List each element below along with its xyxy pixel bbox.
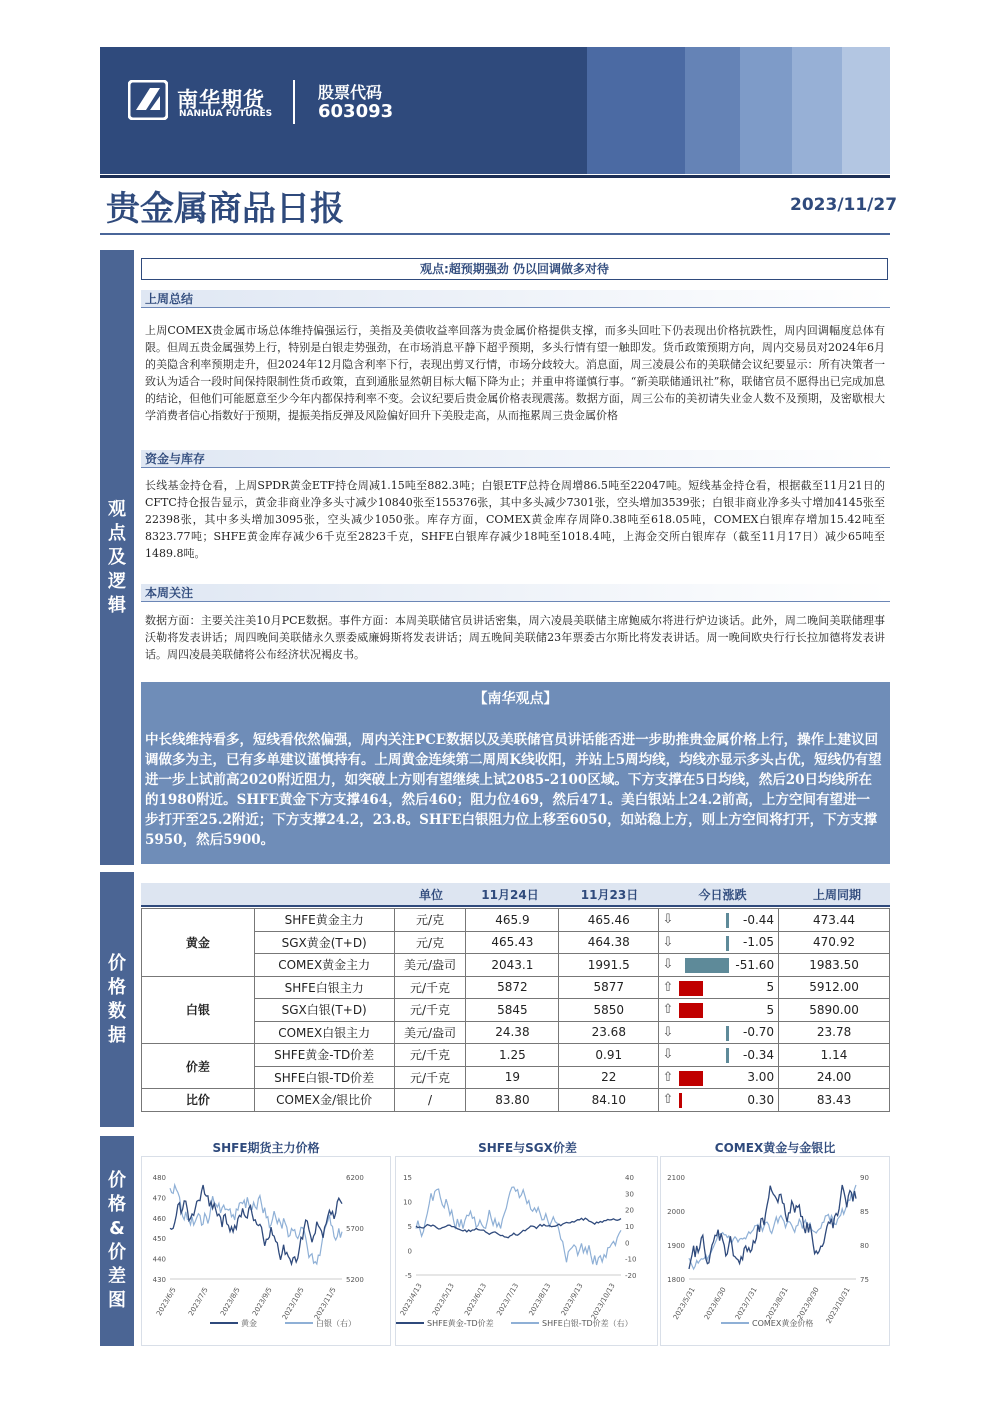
table-row	[142, 1044, 890, 1067]
y-left-tick-label: 15	[403, 1174, 412, 1182]
x-tick-label: 2023/7/31	[733, 1286, 759, 1322]
series-line-gold-spread	[416, 1218, 621, 1238]
value-last-week: 23.78	[779, 1021, 890, 1044]
header-divider	[293, 80, 295, 124]
section-text-funds-inventory: 长线基金持仓看，上周SPDR黄金ETF持仓周减1.15吨至882.3吨；白银ETF总持仓周增86.5吨至22047吨。短线基金持仓看，根据截至11月21日的CFTC持仓报告显示，黄金非商业净多头寸减少10840张至155376张，其中多头减少7301张，空头增加3539张；白银非商业净多头寸增加4145张至22398张，其中多头增加3095张，空头减少1050张。库存方面，COMEX黄金库存周降0.38吨至618.05吨，COMEX白银库存增加15.42吨至8323.77吨；SHFE黄金库存减少6千克至2823千克，SHFE白银库存减少18吨至1018.4吨，上海金交所白银库存（截至11月17日）减少65吨至1489.8吨。	[145, 479, 885, 560]
value-last-week: 83.43	[779, 1089, 890, 1112]
y-left-tick-label: 5	[407, 1223, 412, 1231]
chart-comex-gold-ratio	[660, 1156, 890, 1346]
change-bar	[726, 936, 729, 951]
change-value: 5	[766, 1002, 775, 1017]
stock-code-label: 股票代码	[318, 83, 383, 102]
col-header-last-week: 上周同期	[812, 888, 861, 902]
unit-cell: 元/克	[394, 909, 466, 932]
y-left-tick-label: 470	[152, 1194, 166, 1203]
value-nov23: 23.68	[559, 1021, 659, 1044]
price-table	[141, 908, 890, 1112]
table-row	[142, 976, 890, 999]
y-right-tick-label: -10	[625, 1255, 637, 1264]
value-last-week: 1983.50	[779, 954, 890, 977]
value-nov23: 5877	[559, 976, 659, 999]
value-nov24: 19	[466, 1066, 559, 1089]
y-right-tick-label: -20	[625, 1272, 637, 1280]
series-line-gold	[170, 1185, 342, 1264]
change-bar	[726, 1026, 729, 1041]
value-nov24: 2043.1	[466, 954, 559, 977]
brand-name-cn: 南华期货	[177, 88, 265, 112]
instrument-name: SHFE黄金-TD价差	[254, 1044, 394, 1067]
arrow-up-icon: ⇧	[659, 1089, 677, 1112]
y-left-tick-label: 10	[403, 1198, 412, 1207]
value-nov24: 465.43	[466, 931, 559, 954]
unit-cell: 元/千克	[394, 976, 466, 999]
change-bar	[679, 981, 703, 996]
x-tick-label: 2023/5/13	[431, 1282, 456, 1318]
col-header-nov23: 11月23日	[580, 888, 639, 902]
unit-cell: 元/千克	[394, 999, 466, 1022]
arrow-down-icon: ⇩	[659, 931, 677, 954]
instrument-name: SHFE黄金主力	[254, 909, 394, 932]
section-title-weekly-summary: 上周总结	[141, 290, 890, 308]
col-header-unit: 单位	[418, 888, 443, 902]
chart-shfe-price	[141, 1156, 391, 1346]
y-right-tick-label: 75	[860, 1276, 869, 1284]
value-nov24: 5845	[466, 999, 559, 1022]
change-bar	[726, 913, 729, 928]
x-tick-label: 2023/11/5	[312, 1286, 338, 1322]
y-left-tick-label: 1900	[667, 1242, 685, 1250]
row-group-label: 白银	[142, 976, 255, 1044]
table-row	[142, 1021, 890, 1044]
value-nov23: 84.10	[559, 1089, 659, 1112]
change-cell	[677, 931, 779, 954]
legend-label: SHFE白银-TD价差（右）	[542, 1319, 633, 1328]
change-value: 5	[766, 980, 775, 995]
legend-label: 白银（右）	[316, 1319, 356, 1328]
change-bar	[685, 958, 729, 973]
x-tick-label: 2023/6/5	[155, 1286, 178, 1318]
x-tick-label: 2023/9/30	[795, 1286, 821, 1322]
unit-cell: 元/克	[394, 931, 466, 954]
unit-cell: 美元/盎司	[394, 954, 466, 977]
table-row	[142, 1089, 890, 1112]
nanhua-view-text: 中长线维持看多，短线看依然偏强，周内关注PCE数据以及美联储官员讲话能否进一步助推贵金属价格上行，操作上建议回调做多为主，已有多单建议谨慎持有。上周黄金连续第二周周K线收阳，并站上5周均线，均线亦显示多头占优，短线仍有望进一步上试前高2020附近阻力，如突破上方则有望继续上试2085-2100区域。下方支撑在5日均线，然后20日均线所在的1980附近。SHFE黄金下方支撑464，然后460；阻力位469，然后471。美白银站上24.2前高，上方空间有望进一步打开至25.2附近；下方支撑24.2，23.8。SHFE白银阻力位上移至6050，如站稳上方，则上方空间将打开，下方支撑5950，然后5900。	[145, 732, 882, 848]
y-left-tick-label: 440	[152, 1255, 166, 1264]
chart-comex-svg	[661, 1157, 889, 1345]
y-right-tick-label: 80	[860, 1242, 869, 1250]
change-cell	[677, 1044, 779, 1067]
y-left-tick-label: 480	[152, 1174, 166, 1182]
arrow-down-icon: ⇩	[659, 909, 677, 932]
change-cell	[677, 999, 779, 1022]
section-title-this-week: 本周关注	[141, 584, 890, 602]
value-last-week: 473.44	[779, 909, 890, 932]
change-bar	[679, 1071, 703, 1086]
row-group-label: 比价	[142, 1089, 255, 1112]
x-tick-label: 2023/5/31	[671, 1286, 697, 1322]
instrument-name: COMEX金/银比价	[254, 1089, 394, 1112]
x-tick-label: 2023/7/5	[187, 1286, 210, 1318]
report-title: 贵金属商品日报	[106, 189, 344, 229]
value-nov24: 1.25	[466, 1044, 559, 1067]
instrument-name: COMEX黄金主力	[254, 954, 394, 977]
value-nov23: 464.38	[559, 931, 659, 954]
y-right-tick-label: 6200	[346, 1174, 364, 1182]
value-last-week: 5890.00	[779, 999, 890, 1022]
row-group-label: 黄金	[142, 909, 255, 977]
unit-cell: 美元/盎司	[394, 1021, 466, 1044]
x-tick-label: 2023/4/13	[398, 1282, 424, 1318]
value-nov24: 465.9	[466, 909, 559, 932]
y-left-tick-label: 2000	[667, 1208, 685, 1216]
legend-label: SHFE黄金-TD价差	[427, 1319, 494, 1328]
value-nov23: 22	[559, 1066, 659, 1089]
chart-title-comex: COMEX黄金与金银比	[714, 1141, 836, 1155]
value-nov23: 465.46	[559, 909, 659, 932]
x-tick-label: 2023/7/13	[495, 1282, 521, 1318]
change-value: -0.70	[743, 1025, 775, 1040]
change-cell	[677, 1089, 779, 1112]
instrument-name: SGX白银(T+D)	[254, 999, 394, 1022]
brand-name-en: NANHUA FUTURES	[179, 109, 273, 119]
change-cell	[677, 909, 779, 932]
value-nov24: 5872	[466, 976, 559, 999]
change-bar	[726, 1048, 729, 1063]
nanhua-view-title: 【南华观点】	[473, 691, 558, 707]
y-left-tick-label: 0	[407, 1247, 412, 1256]
arrow-down-icon: ⇩	[659, 954, 677, 977]
arrow-up-icon: ⇧	[659, 976, 677, 999]
unit-cell: /	[394, 1089, 466, 1112]
table-row	[142, 909, 890, 932]
stock-code-value: 603093	[318, 101, 394, 122]
instrument-name: SHFE白银-TD价差	[254, 1066, 394, 1089]
change-cell	[677, 1066, 779, 1089]
side-tab-chart: 价格&价差图	[100, 1136, 134, 1346]
change-value: -0.44	[743, 912, 775, 927]
value-nov24: 83.80	[466, 1089, 559, 1112]
change-value: -1.05	[743, 935, 775, 950]
y-left-tick-label: 1800	[667, 1276, 685, 1284]
value-nov23: 5850	[559, 999, 659, 1022]
x-tick-label: 2023/10/5	[280, 1286, 306, 1322]
change-value: -51.60	[735, 957, 775, 972]
chart-title-shfe: SHFE期货主力价格	[212, 1141, 320, 1155]
table-row	[142, 1066, 890, 1089]
chart-title-spread: SHFE与SGX价差	[478, 1141, 577, 1155]
legend-label: COMEX黄金价格	[752, 1319, 814, 1328]
value-nov23: 1991.5	[559, 954, 659, 977]
x-tick-label: 2023/8/13	[527, 1282, 553, 1318]
y-right-tick-label: 90	[860, 1174, 869, 1182]
unit-cell: 元/千克	[394, 1044, 466, 1067]
y-right-tick-label: 10	[625, 1223, 634, 1231]
chart-shfe-svg	[142, 1157, 390, 1345]
chart-shfe-sgx-spread	[395, 1156, 658, 1346]
arrow-up-icon: ⇧	[659, 1066, 677, 1089]
x-tick-label: 2023/9/5	[251, 1286, 274, 1318]
chart-spread-svg	[396, 1157, 657, 1345]
side-tab-view: 观点及逻辑	[100, 250, 134, 865]
y-right-tick-label: 20	[625, 1206, 634, 1215]
nanhua-logo-icon	[128, 80, 168, 120]
y-right-tick-label: 5200	[346, 1276, 364, 1284]
instrument-name: SHFE白银主力	[254, 976, 394, 999]
arrow-down-icon: ⇩	[659, 1044, 677, 1067]
change-value: 3.00	[747, 1070, 775, 1085]
series-line-ratio	[689, 1185, 856, 1269]
legend-label: 黄金	[241, 1319, 257, 1328]
table-row	[142, 999, 890, 1022]
y-left-tick-label: -5	[405, 1272, 412, 1280]
y-right-tick-label: 0	[625, 1239, 630, 1248]
side-tab-price: 价格数据	[100, 872, 134, 1127]
title-rule	[100, 233, 890, 235]
x-tick-label: 2023/10/31	[824, 1286, 852, 1325]
col-header-change: 今日涨跌	[698, 888, 747, 902]
row-group-label: 价差	[142, 1044, 255, 1089]
arrow-up-icon: ⇧	[659, 999, 677, 1022]
x-tick-label: 2023/6/30	[702, 1286, 728, 1322]
change-cell	[677, 976, 779, 999]
change-cell	[677, 1021, 779, 1044]
instrument-name: SGX黄金(T+D)	[254, 931, 394, 954]
y-left-tick-label: 2100	[667, 1174, 685, 1182]
value-last-week: 470.92	[779, 931, 890, 954]
x-tick-label: 2023/10/13	[589, 1282, 617, 1321]
y-right-tick-label: 30	[625, 1190, 634, 1199]
change-cell	[677, 954, 779, 977]
x-tick-label: 2023/9/13	[559, 1282, 585, 1318]
table-row	[142, 954, 890, 977]
instrument-name: COMEX白银主力	[254, 1021, 394, 1044]
col-header-nov24: 11月24日	[481, 888, 539, 902]
unit-cell: 元/千克	[394, 1066, 466, 1089]
change-value: -0.34	[743, 1047, 775, 1062]
arrow-down-icon: ⇩	[659, 1021, 677, 1044]
section-text-weekly-summary: 上周COMEX贵金属市场总体维持偏强运行，美指及美债收益率回落为贵金属价格提供支撑，而多头回吐下仍表现出价格抗跌性，周内回调幅度总体有限。但周五贵金属强势上行，特别是白银走势强劲，在市场消息平静下超乎预期，多头行情有望一触即发。货币政策预期方向，周内交易员对2024年6月的美隐含利率预期走升，但2024年12月隐含利率下行，表现出剪叉行情，市场分歧较大。消息面，周三凌晨公布的美联储会议纪要显示：所有决策者一致认为适合一段时间保持限制性货币政策，直到通胀显然朝目标大幅下降为止；并重申将谨慎行事。“新美联储通讯社”称，联储官员不愿得出已完成加息的结论，但他们可能愿意至少今年内都保持利率不变。会议纪要后贵金属价格表现震荡。数据方面，周三公布的美初请失业金人数不及预期，及密歇根大学消费者信心指数好于预期，提振美指反弹及风险偏好回升下美股走高，从而拖累周三贵金属价格	[145, 324, 885, 422]
table-row	[142, 931, 890, 954]
value-last-week: 1.14	[779, 1044, 890, 1067]
x-tick-label: 2023/8/31	[764, 1286, 790, 1322]
view-headline: 观点:超预期强劲 仍以回调做多对待	[141, 258, 888, 280]
header-rule	[100, 175, 890, 178]
section-text-this-week: 数据方面：主要关注美10月PCE数据。事件方面：本周美联储官员讲话密集，周六凌晨美联储主席鲍威尔将进行炉边谈话。此外，周二晚间美联储理事沃勒将发表讲话；周四晚间美联储永久票委威廉姆斯将发表讲话；周五晚间美联储23年票委古尔斯比将发表讲话。周一晚间欧央行行长拉加德将发表讲话。周四凌晨美联储将公布经济状况褐皮书。	[145, 614, 885, 661]
change-bar	[679, 1093, 682, 1108]
y-left-tick-label: 450	[152, 1235, 166, 1244]
y-left-tick-label: 460	[152, 1214, 166, 1223]
change-value: 0.30	[747, 1092, 775, 1107]
report-date: 2023/11/27	[790, 195, 898, 215]
y-left-tick-label: 430	[152, 1276, 166, 1284]
y-right-tick-label: 5700	[346, 1225, 364, 1233]
value-nov24: 24.38	[466, 1021, 559, 1044]
y-right-tick-label: 40	[625, 1174, 634, 1182]
change-bar	[679, 1003, 703, 1018]
y-right-tick-label: 85	[860, 1208, 869, 1216]
series-line-comex-gold	[689, 1185, 856, 1269]
x-tick-label: 2023/6/13	[463, 1282, 489, 1318]
value-last-week: 24.00	[779, 1066, 890, 1089]
value-nov23: 0.91	[559, 1044, 659, 1067]
x-tick-label: 2023/8/5	[219, 1286, 242, 1318]
value-last-week: 5912.00	[779, 976, 890, 999]
section-title-funds-inventory: 资金与库存	[141, 450, 890, 468]
